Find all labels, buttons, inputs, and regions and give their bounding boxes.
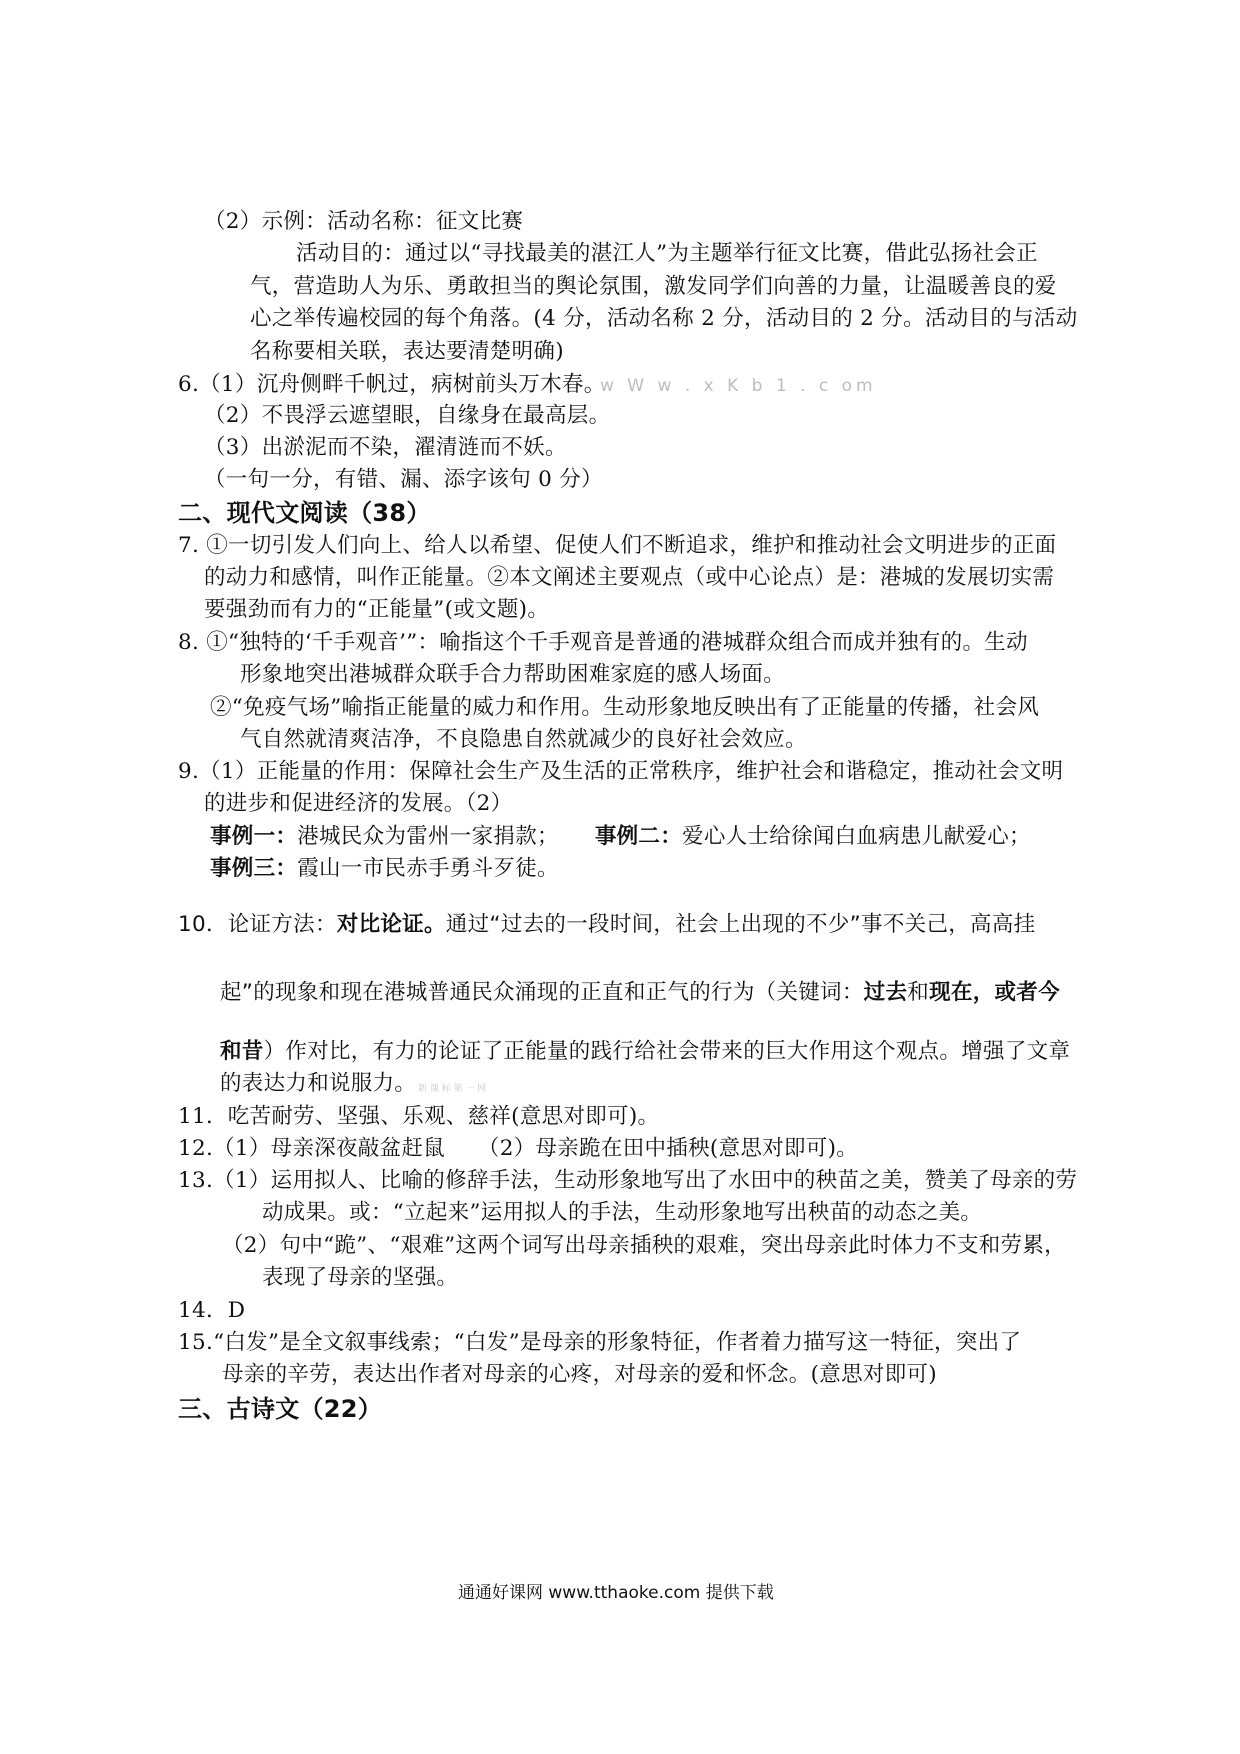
example-2-text: 爱心人士给徐闻白血病患儿献爱心；: [682, 824, 1031, 849]
example-2-label: 事例二：: [594, 824, 683, 849]
answer-6-note: （一句一分，有错、漏、添字该句 0 分）: [204, 467, 603, 492]
answer-14: 14．D: [178, 1298, 246, 1323]
page-footer: 通通好课网 www.tthaoke.com 提供下载: [458, 1583, 774, 1603]
section-heading-classical-poetry: 三、古诗文（22）: [178, 1395, 383, 1423]
answer-5-2-line: （2）示例：活动名称：征文比赛: [204, 209, 524, 234]
answer-15-line-2: 母亲的辛劳，表达出作者对母亲的心疼，对母亲的爱和怀念。(意思对即可): [222, 1362, 937, 1387]
section-heading-modern-reading: 二、现代文阅读（38）: [178, 499, 431, 527]
activity-purpose-line-4: 名称要相关联，表达要清楚明确): [250, 339, 564, 364]
answer-10-line-4: 的表达力和说服力。: [220, 1071, 417, 1096]
answer-8-line-4: 气自然就清爽洁净，不良隐患自然就减少的良好社会效应。: [240, 727, 807, 752]
answer-8-line-2: 形象地突出港城群众联手合力帮助困难家庭的感人场面。: [240, 662, 786, 687]
keyword-and: 和: [907, 980, 930, 1005]
answer-6-3: （3）出淤泥而不染，濯清涟而不妖。: [204, 435, 567, 460]
keyword-now: 现在，或者今: [929, 980, 1060, 1005]
answer-6-2: （2）不畏浮云遮望眼，自缘身在最高层。: [204, 403, 611, 428]
watermark-text: w W w . x K b 1 . c om: [600, 376, 877, 396]
answer-8-line-3: ②“免疫气场”喻指正能量的威力和作用。生动形象地反映出有了正能量的传播，社会风: [210, 695, 1040, 720]
answer-13-line-3: （2）句中“跪”、“艰难”这两个词写出母亲插秧的艰难，突出母亲此时体力不支和劳累，: [222, 1233, 1066, 1258]
answer-9-examples-line-1: [210, 822, 1031, 852]
example-1-text: 港城民众为雷州一家捐款；: [297, 824, 559, 849]
answer-13-line-2: 动成果。或：“立起来”运用拟人的手法，生动形象地写出秧苗的动态之美。: [262, 1200, 983, 1225]
answer-6-1: 6.（1）沉舟侧畔千帆过，病树前头万木春。: [178, 372, 606, 397]
answer-10-text-1: 通过“过去的一段时间，社会上出现的不少”事不关己，高高挂: [445, 912, 1036, 937]
activity-purpose-line-3: 心之举传遍校园的每个角落。(4 分，活动名称 2 分，活动目的 2 分。活动目的与活动: [250, 306, 1078, 331]
answer-10-line-2: [220, 978, 1060, 1008]
answer-7-line-3: 要强劲而有力的“正能量”(或文题)。: [204, 597, 550, 622]
example-3-text: 霞山一市民赤手勇斗歹徒。: [297, 856, 559, 881]
answer-10-keyword-prefix: （关键词：: [754, 980, 864, 1005]
answer-9-line-1: 9.（1）正能量的作用：保障社会生产及生活的正常秩序，维护社会和谐稳定，推动社会文明: [178, 759, 1064, 784]
answer-9-line-2: 的进步和促进经济的发展。（2）: [204, 791, 513, 816]
answer-12: 12.（1）母亲深夜敲盆赶鼠 （2）母亲跪在田中插秧(意思对即可)。: [178, 1136, 859, 1161]
answer-10-text-3: ）作对比，有力的论证了正能量的践行给社会带来的巨大作用这个观点。增强了文章: [263, 1039, 1071, 1064]
activity-purpose-line-2: 气，营造助人为乐、勇敢担当的舆论氛围，激发同学们向善的力量，让温暖善良的爱: [250, 274, 1057, 299]
answer-9-examples-line-2: [210, 854, 559, 884]
answer-7-line-1: 7. ①一切引发人们向上、给人以希望、促使人们不断追求，维护和推动社会文明进步的正面: [178, 533, 1057, 558]
example-3-label: 事例三：: [210, 856, 298, 881]
keyword-then: 和昔: [220, 1039, 264, 1064]
answer-10-prefix: 10．论证方法：: [178, 912, 337, 937]
activity-purpose-line-1: 活动目的：通过以“寻找最美的湛江人”为主题举行征文比赛，借此弘扬社会正: [296, 241, 1038, 266]
keyword-past: 过去: [863, 980, 908, 1005]
answer-8-line-1: 8. ①“独特的‘千手观音’”：喻指这个千手观音是普通的港城群众组合而成并独有的。生动: [178, 630, 1028, 655]
answer-10-line-3: [220, 1037, 1070, 1067]
answer-10-method: 对比论证。: [336, 912, 446, 937]
answer-10-text-2: 起”的现象和现在港城普通民众涌现的正直和正气的行为: [220, 980, 755, 1005]
answer-13-line-1: 13.（1）运用拟人、比喻的修辞手法，生动形象地写出了水田中的秧苗之美，赞美了母亲的劳: [178, 1168, 1078, 1193]
example-1-label: 事例一：: [210, 824, 298, 849]
answer-7-line-2: 的动力和感情，叫作正能量。②本文阐述主要观点（或中心论点）是：港城的发展切实需: [204, 565, 1055, 590]
answer-15-line-1: 15.“白发”是全文叙事线索；“白发”是母亲的形象特征，作者着力描写这一特征，突出了: [178, 1330, 1022, 1355]
answer-11: 11．吃苦耐劳、坚强、乐观、慈祥(意思对即可)。: [178, 1104, 660, 1129]
answer-10-line-1: [178, 910, 1035, 940]
answer-13-line-4: 表现了母亲的坚强。: [262, 1265, 459, 1290]
watermark-small-text: 新 课 标 第 一 网: [418, 1084, 487, 1094]
